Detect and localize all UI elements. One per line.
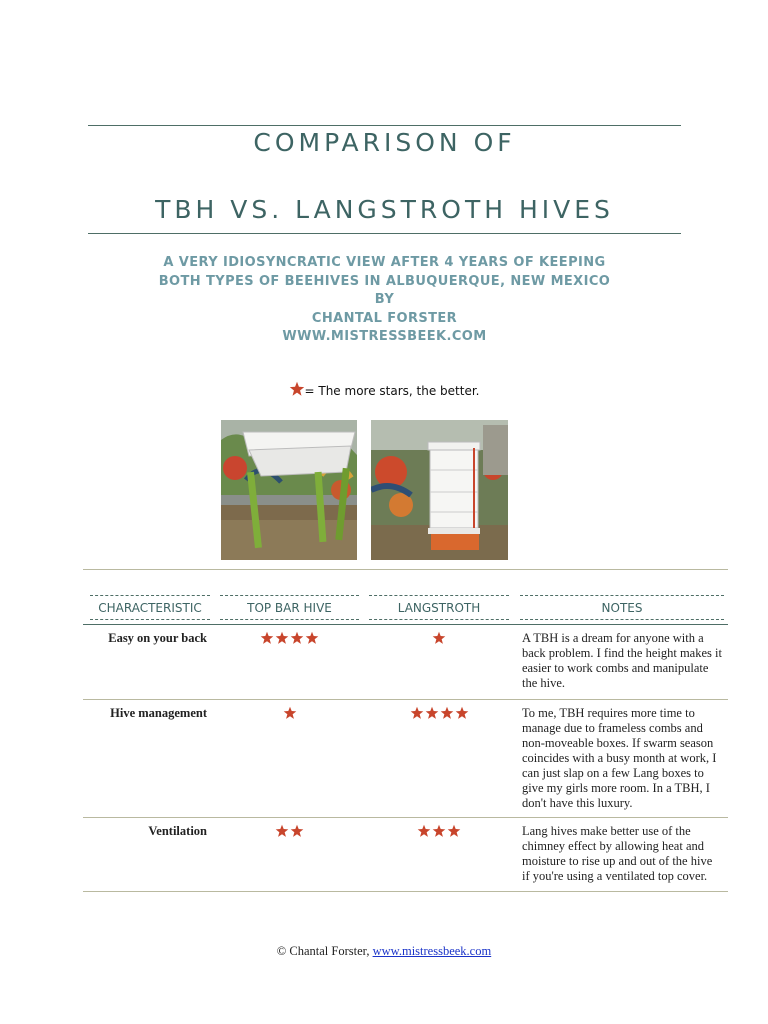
langstroth-hive-photo — [371, 420, 508, 560]
star-icon — [276, 825, 289, 837]
langstroth-star-rating — [369, 631, 509, 647]
tbh-star-rating — [220, 631, 359, 647]
website-link[interactable]: www.mistressbeek.com — [372, 944, 492, 958]
row-notes: To me, TBH requires more time to manage due to frameless combs and non-moveable boxes. If swarm season coincides with a busy month at work, I can just slap on a few Lang boxes to give my girls more room. In a TBH, I don't have this luxury. — [522, 706, 717, 810]
column-header-top-bar-hive: TOP BAR HIVE — [220, 595, 359, 620]
header-bottom-rule — [83, 624, 728, 625]
langstroth-star-rating — [369, 824, 509, 840]
subtitle-line: BY — [374, 292, 395, 307]
top-bar-hive-photo — [221, 420, 357, 560]
legend-text: = The more stars, the better. — [304, 384, 480, 398]
star-icon — [289, 381, 305, 397]
star-icon — [425, 707, 438, 719]
star-icon — [440, 707, 453, 719]
star-icon — [276, 632, 289, 644]
row-characteristic: Ventilation — [148, 824, 207, 838]
tbh-star-rating — [220, 824, 359, 840]
subtitle-line: A VERY IDIOSYNCRATIC VIEW AFTER 4 YEARS OF KEEPING — [163, 255, 606, 270]
table-bottom-rule — [83, 891, 728, 892]
row-divider — [83, 817, 728, 818]
subtitle-line: BOTH TYPES OF BEEHIVES IN ALBUQUERQUE, NEW MEXICO — [158, 273, 611, 289]
subtitle-line: CHANTAL FORSTER — [311, 310, 458, 326]
top-rule — [88, 125, 681, 126]
star-icon — [433, 632, 446, 644]
row-notes: A TBH is a dream for anyone with a back problem. I find the height makes it easier to work combs and manipulate the hive. — [522, 631, 722, 690]
star-icon — [448, 825, 461, 837]
star-icon — [455, 707, 468, 719]
langstroth-star-rating — [369, 706, 509, 722]
table-top-rule — [83, 569, 728, 570]
column-header-notes: NOTES — [520, 595, 724, 620]
star-icon — [291, 825, 304, 837]
subtitle — [88, 254, 681, 347]
copyright-text: © Chantal Forster, — [276, 944, 373, 958]
star-icon — [410, 707, 423, 719]
star-icon — [433, 825, 446, 837]
star-icon — [306, 632, 319, 644]
row-characteristic: Easy on your back — [108, 631, 207, 645]
star-icon — [418, 825, 431, 837]
page-title-line-2: TBH VS. LANGSTROTH HIVES — [155, 195, 614, 224]
title-bottom-rule — [88, 233, 681, 234]
subtitle-line: WWW.MISTRESSBEEK.COM — [282, 329, 487, 344]
star-icon — [261, 632, 274, 644]
row-notes: Lang hives make better use of the chimney effect by allowing heat and moisture to rise up and out of the hive if you're using a ventilated top cover. — [522, 824, 713, 883]
star-legend — [0, 381, 768, 398]
column-header-langstroth: LANGSTROTH — [369, 595, 509, 620]
row-characteristic: Hive management — [110, 706, 207, 720]
page-title-line-1: COMPARISON OF — [253, 128, 516, 157]
column-header-characteristic: CHARACTERISTIC — [90, 595, 210, 620]
star-icon — [291, 632, 304, 644]
row-divider — [83, 699, 728, 700]
footer — [0, 944, 768, 959]
tbh-star-rating — [220, 706, 359, 722]
star-icon — [283, 707, 296, 719]
